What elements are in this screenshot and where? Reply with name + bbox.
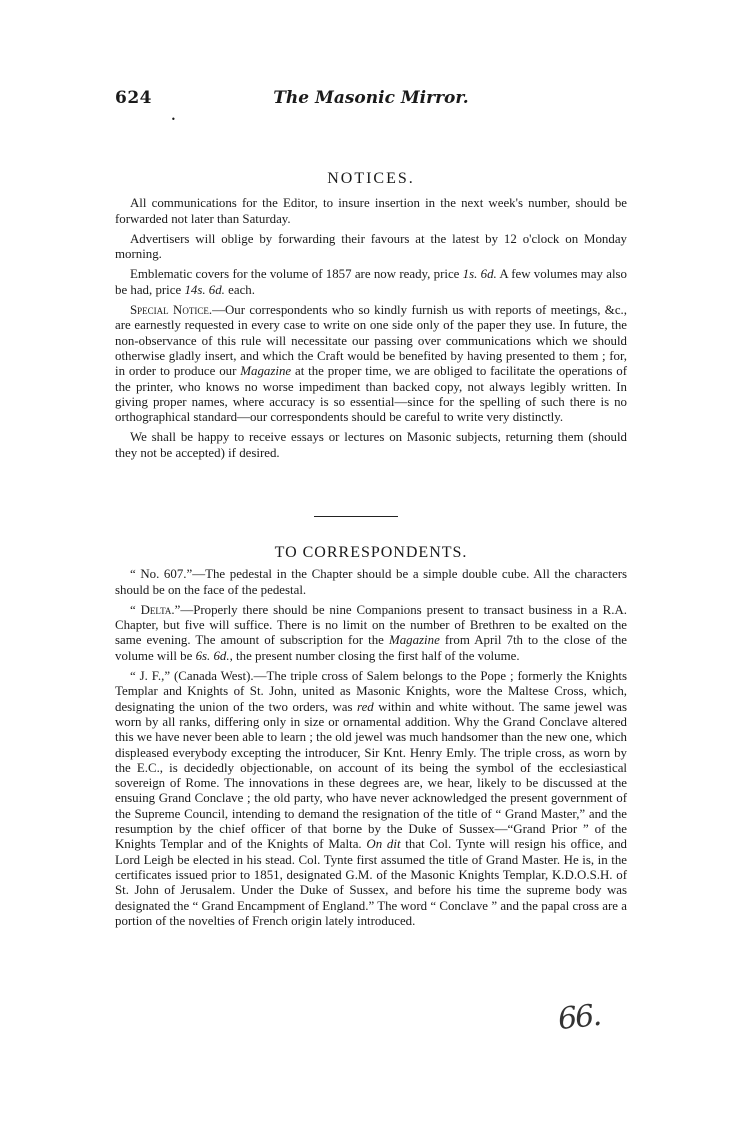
notices-section [115,171,627,466]
correspondent-paragraph: “ Delta.”—Properly there should be nine Companions present to transact business in a R.A. Chapter, but five will suffice. There is no limit on the number of Brethren to be exalted on the same evening. The amount of subscription for the Magazine from April 7th to the close of the volume will be 6s. 6d., the present number closing the first half of the volume. [115,602,627,663]
correspondent-paragraph: “ J. F.,” (Canada West).—The triple cross of Salem belongs to the Pope ; formerly the Knights Templar and Knights of St. John, united as Masonic Knights, wore the Maltese Cross, which, designating the union of the two orders, was red within and white without. The same jewel was worn by all ranks, differing only in size or ornamental addition. Why the Grand Conclave altered this we have never been able to learn ; the old jewel was much handsomer than the new one, which displeased everybody excepting the introducer, Sir Knt. Henry Emly. The triple cross, as worn by the E.C., is decidedly objectionable, on account of its being the symbol of the ecclesiastical sovereign of Rome. The innovations in these degrees are, we hear, likely to be discussed at the ensuing Grand Conclave ; the old party, who have never acknowledged the present government of the Supreme Council, intending to demand the resignation of the title of “ Grand Master,” and the resumption by the chief officer of that borne by the Duke of Sussex—“Grand Prior ” of the Knights Templar and of the Knights of Malta. On dit that Col. Tynte will resign his office, and Lord Leigh be elected in his stead. Col. Tynte first assumed the title of Grand Master. He is, in the certificates issued prior to 1851, designated G.M. of the Masonic Knights Templar, K.D.O.S.H. of St. John of Jerusalem. Under the Duke of Sussex, and before his time the supreme body was designated the “ Grand Encampment of England.” The word “ Conclave ” and the papal cross are a portion of the novelties of French origin lately introduced. [115,669,627,928]
notices-title: NOTICES. [327,170,415,187]
correspondent-paragraph: “ No. 607.”—The pedestal in the Chapter should be a simple double cube. All the characters should be on the face of the pedestal. [115,567,627,597]
section-divider [314,516,398,517]
correspondents-title: TO CORRESPONDENTS. [274,544,468,561]
page-header [115,88,627,112]
notice-paragraph: Advertisers will oblige by forwarding their favours at the latest by 12 o'clock on Monday morning. [115,231,627,262]
special-notice-lead: Special Notice. [130,303,213,318]
page-number: 624 [115,88,152,108]
notice-paragraph: All communications for the Editor, to insure insertion in the next week's number, should be forwarded not later than Saturday. [115,196,627,226]
special-notice-paragraph: Special Notice.—Our correspondents who so kindly furnish us with reports of meetings, &c., are earnestly requested in every case to write on one side only of the paper they use. In future, the non-observance of this rule will necessitate our passing over communications which we should otherwise gladly insert, and which the Craft would be benefited by having presented to them ; for, in order to produce our Magazine at the proper time, we are obliged to facilitate the operations of the printer, who knows no worse impediment than backed copy, not always legibly written. In giving proper names, where accuracy is so essential—since for the spelling of such there is no orthographical standard—our correspondents should be careful to write very distinctly. [115,303,627,425]
notice-paragraph: We shall be happy to receive essays or lectures on Masonic subjects, returning them (should they not be accepted) if desired. [115,430,627,460]
running-title: The Masonic Mirror. [273,88,469,108]
correspondents-section [115,545,627,934]
notice-paragraph: Emblematic covers for the volume of 1857 are now ready, price 1s. 6d. A few volumes may also be had, price 14s. 6d. each. [115,267,627,297]
ink-speck-icon: • [171,115,176,124]
handwritten-folio-mark: 66. [556,997,602,1038]
